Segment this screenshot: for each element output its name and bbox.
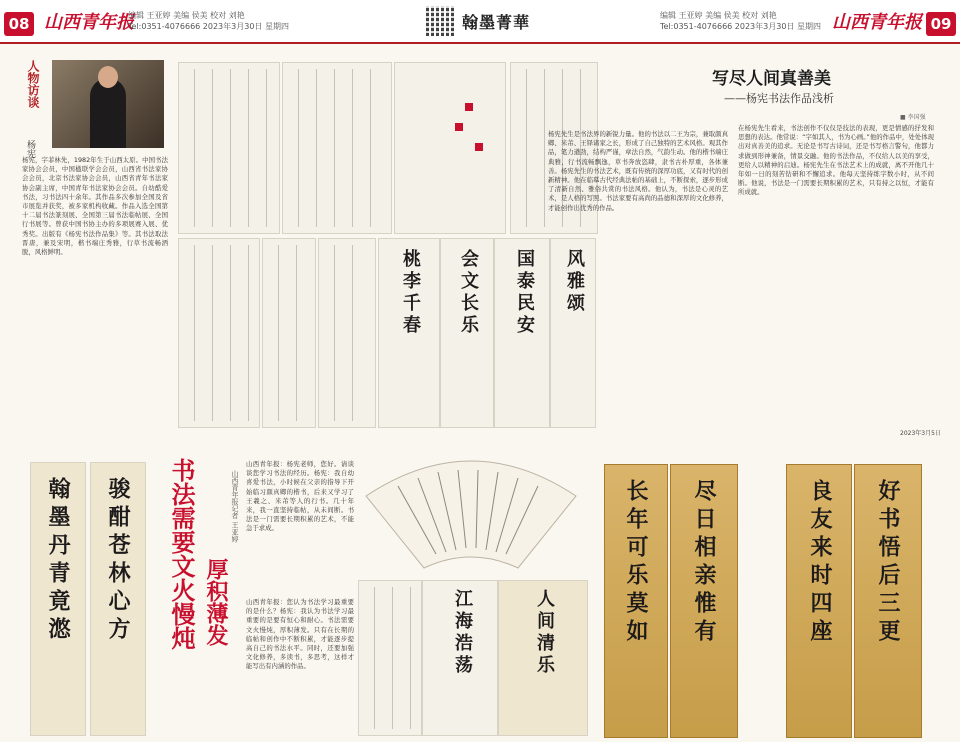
- grid-1-text: 桃李千春: [400, 249, 421, 337]
- artwork-grid-6: [498, 580, 588, 736]
- interview-body: 杨宪，字菲林先，1982年生于山西太原。中国书法家协会会员，中国楹联学会会员，山西省书法家协会会员，北京书法家协会会员，山西省青年书法家协会副主席，中国青年书法家协会会员。自幼酷爱书法，习书法四十余年。其作品多次参加全国及省市展览并获奖，被多家机构收藏。作品入选全国第十二届书法篆刻展、全国第三届书法临帖展、全国行书展等。曾获中国书协主办的多项展赛入展、优秀奖。出版有《杨宪书法作品集》等。其书法取法晋唐，兼及宋明，楷书端庄秀雅，行草书流畅洒脱，风格鲜明。: [22, 156, 168, 257]
- left-meta-line1: 编辑 王亚婷 美编 侯美 校对 刘艳: [128, 11, 245, 20]
- article-date: 2023年3月5日: [900, 430, 941, 437]
- brush-strokes: [185, 69, 273, 227]
- artist-photo: [52, 60, 164, 148]
- brush-strokes: [289, 69, 385, 227]
- grid-2-text: 会文长乐: [458, 249, 479, 337]
- right-page-number: 09: [926, 12, 956, 36]
- interview-column: [22, 60, 168, 438]
- gold-scroll-3: [786, 464, 852, 738]
- article-headline: 写尽人间真善美: [712, 69, 831, 89]
- right-meta: [660, 10, 821, 32]
- gold-scroll-2-text: 尽日相亲惟有: [691, 479, 717, 647]
- right-logo: 山西青年报: [832, 12, 922, 33]
- grid-5-text: 江海浩荡: [452, 589, 473, 677]
- brush-strokes: [365, 587, 415, 729]
- gold-scroll-2: [670, 464, 738, 738]
- article-column-1: 杨宪先生是书法界的新锐力量。他的书法以二王为宗，兼取颜真卿、米芾、王铎诸家之长，形成了自己独特的艺术风格。观其作品，笔力遒劲，结构严谨，章法自然，气韵生动。他的楷书端庄典雅，行书流畅飘逸，草书奔放恣肆，隶书古朴厚重，各体兼善。杨宪先生的书法艺术，既有传统的深厚功底，又有时代的创新精神。他在临摹古代经典法帖的基础上，不断探索，逐步形成了清新自然、雅俗共赏的书法风格。他认为，书法是心灵的艺术，是人格的写照。书法家要有高尚的品德和深厚的文化修养，才能创作出优秀的作品。: [548, 130, 728, 212]
- artwork-grid-2: [440, 238, 494, 428]
- article2-paragraph-1: 山西青年报：杨宪老师，您好。请谈谈您学习书法的经历。杨宪：我自幼喜爱书法，小时候在父亲的指导下开始临习颜真卿的楷书，后来又学习了王羲之、米芾等人的行书。几十年来，我一直坚持临帖，从未间断。书法是一门需要长期积累的艺术，不能急于求成。: [246, 460, 354, 533]
- left-page-number: 08: [4, 12, 34, 36]
- couplet-scroll-1: [30, 462, 86, 736]
- article2-paragraph-2: 山西青年报：您认为书法学习最重要的是什么？杨宪：我认为书法学习最重要的是要有恒心和耐心。书法需要文火慢炖，厚积薄发。只有在长期的临帖和创作中不断积累，才能逐步提高自己的书法水平。同时，还要加强文化修养，多读书，多思考，这样才能写出有内涵的作品。: [246, 598, 354, 671]
- fan-calligraphy: [358, 456, 584, 576]
- article2-subheadline: 厚积薄发: [203, 558, 228, 646]
- article-byline: ■ 李国强: [900, 114, 926, 121]
- article-column-2: 在杨宪先生看来，书法创作不仅仅是技法的表现，更是情感的抒发和思想的表达。他常说：“字如其人，书为心画。”他的作品中，处处体现出对真善美的追求。无论是书写古诗词，还是书写格言警句，他都力求做到形神兼备，情景交融。他的书法作品，不仅给人以美的享受，更给人以精神的启迪。杨宪先生在书法艺术上的成就，离不开他几十年如一日的刻苦钻研和不懈追求。他每天坚持练字数小时，从不间断。他说，书法是一门需要长期积累的艺术，只有持之以恒，才能有所成就。: [738, 124, 934, 197]
- grid-6-text: 人间清乐: [534, 589, 555, 677]
- gold-scroll-1-text: 长年可乐莫如: [623, 479, 649, 647]
- plum-blossom-icon: [475, 143, 483, 151]
- artwork-calligraphy-1: [178, 62, 280, 234]
- gold-scroll-1: [604, 464, 668, 738]
- artwork-cursive-3: [358, 580, 422, 736]
- gold-scroll-3-text: 良友来时四座: [807, 479, 833, 647]
- artist-head-icon: [98, 66, 118, 88]
- gold-scroll-4: [854, 464, 922, 738]
- interview-author-tag: 杨宪: [25, 140, 35, 158]
- article2-headline: 书法需要文火慢炖: [167, 458, 195, 650]
- article-subhead: ——杨宪书法作品浅析: [724, 92, 834, 105]
- artwork-plum-painting: [394, 62, 506, 234]
- couplet-1-text: 翰墨丹青竟滺: [45, 477, 71, 645]
- artist-figure-icon: [90, 78, 126, 148]
- artwork-calligraphy-2: [282, 62, 392, 234]
- grid-3-text: 国泰民安: [514, 249, 535, 337]
- brush-strokes: [325, 245, 369, 421]
- left-meta: [128, 10, 289, 32]
- left-logo: 山西青年报: [44, 12, 134, 33]
- couplet-2-text: 骏酣苍林心方: [105, 477, 131, 645]
- qr-code-icon[interactable]: [426, 6, 456, 36]
- interview-tag: 人物访谈: [26, 60, 40, 108]
- plum-blossom-icon: [465, 103, 473, 111]
- right-meta-line1: 编辑 王亚婷 美编 侯美 校对 刘艳: [660, 11, 777, 20]
- brush-strokes: [269, 245, 309, 421]
- plum-blossom-icon: [455, 123, 463, 131]
- artwork-calligraphy-3: [178, 238, 260, 428]
- artwork-cursive-1: [262, 238, 316, 428]
- gold-scroll-4-text: 好书悟后三更: [875, 479, 901, 647]
- brush-strokes: [185, 245, 253, 421]
- article2-byline: 山西青年报记者 王亚婷: [231, 470, 239, 543]
- masthead: [0, 0, 960, 44]
- left-meta-line2: Tel:0351-4076666 2023年3月30日 星期四: [128, 22, 289, 31]
- section-title: 翰墨菁華: [462, 13, 531, 32]
- right-meta-line2: Tel:0351-4076666 2023年3月30日 星期四: [660, 22, 821, 31]
- artwork-grid-5: [422, 580, 498, 736]
- grid-4-text: 风雅颂: [564, 249, 585, 315]
- artwork-grid-3: [494, 238, 550, 428]
- artwork-grid-1: [378, 238, 440, 428]
- artwork-cursive-2: [318, 238, 376, 428]
- couplet-scroll-2: [90, 462, 146, 736]
